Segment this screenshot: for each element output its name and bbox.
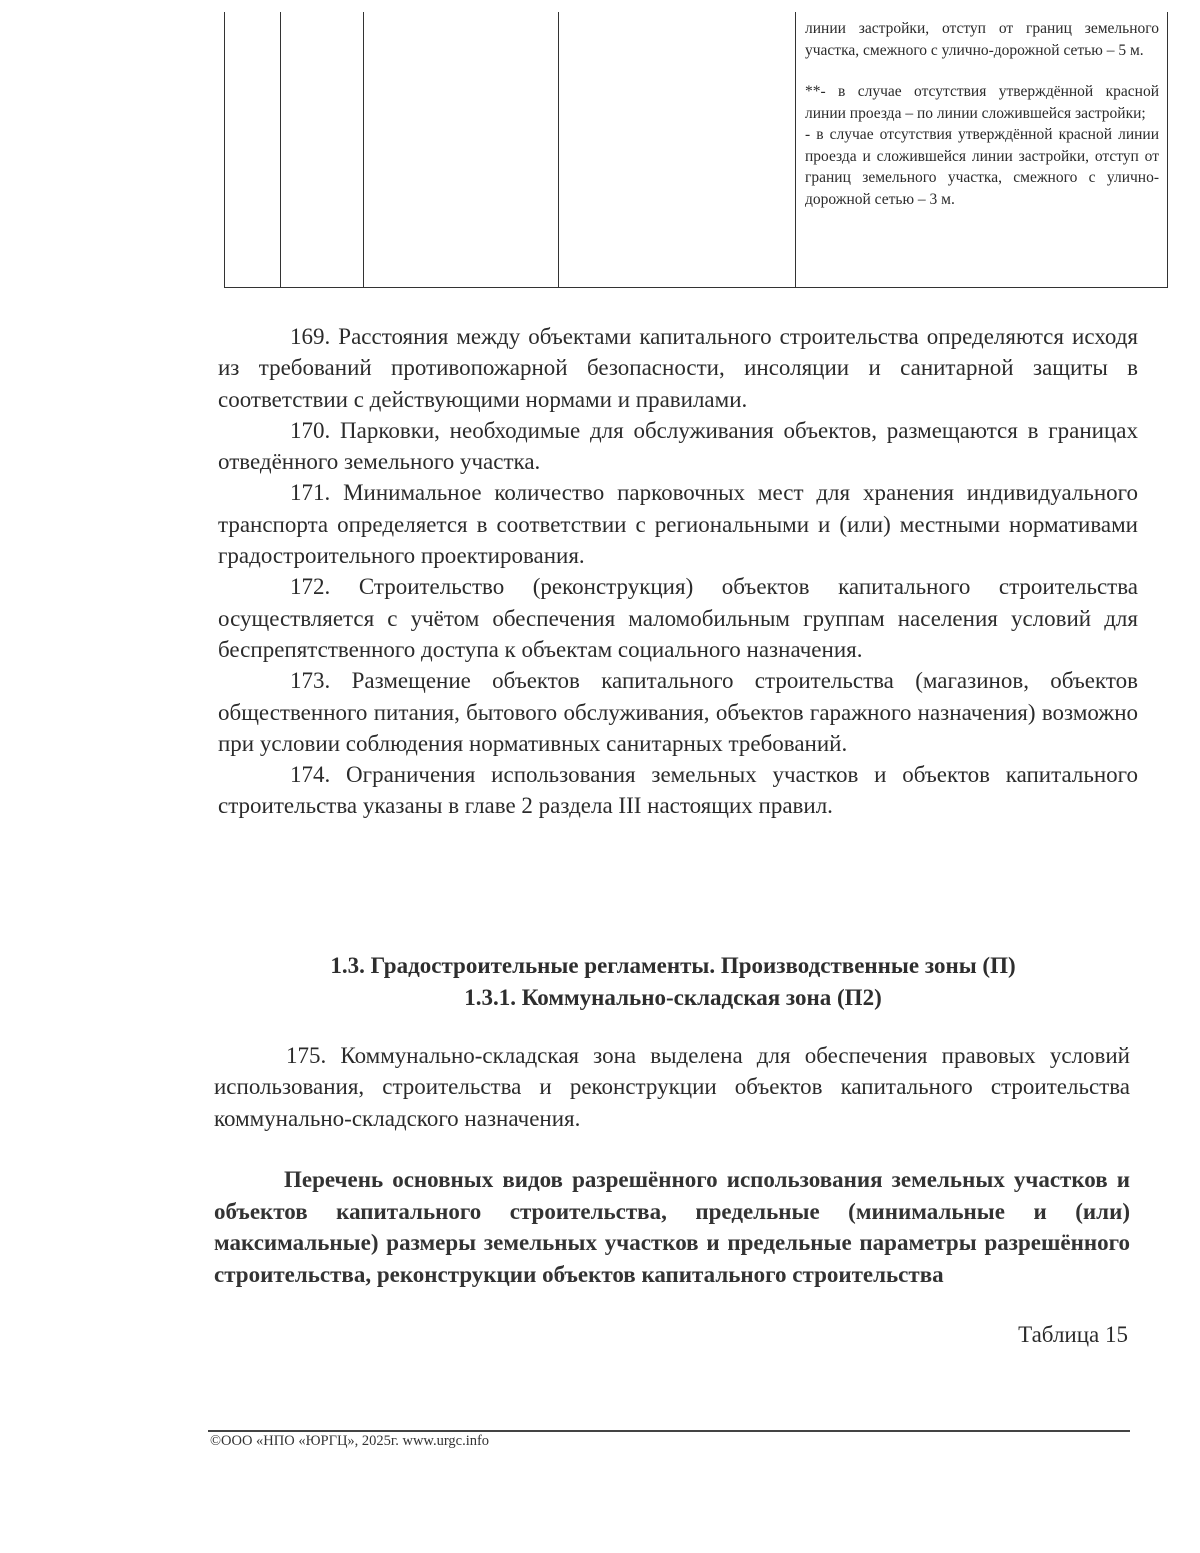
subsection-heading-line: 1.3.1. Коммунально-складская зона (П2) [464,985,882,1010]
paragraph-171: 171. Минимальное количество парковочных мест для хранения индивидуального транспорта определяется в соответствии с региональными и (или) местными нормативами градостроительного проектирования. [218,480,1138,569]
footer-divider [208,1430,1130,1432]
cell-paragraph: - в случае отсутствия утверждённой красной линии проезда и сложившейся линии застройки, отступ от границ земельного участка, смежного с улично-дорожной сетью – 3 м. [805,126,1159,208]
cell-paragraph: линии застройки, отступ от границ земельного участка, смежного с улично-дорожной сетью – 5 м. [805,20,1159,59]
table-column-divider [558,12,559,287]
table-fragment [224,12,1168,288]
paragraph-170: 170. Парковки, необходимые для обслуживания объектов, размещаются в границах отведённого земельного участка. [218,417,1138,475]
table-column-divider [363,12,364,287]
footer-copyright: ©ООО «НПО «ЮРГЦ», 2025г. www.urgc.info [210,1433,490,1449]
paragraph-169: 169. Расстояния между объектами капитального строительства определяются исходя из требований противопожарной безопасности, инсоляции и санитарной защиты в соответствии с действующими нормами и правилами. [218,324,1138,412]
paragraph-175-block [214,1040,1130,1134]
section-heading [218,950,1128,1014]
cell-paragraph: **- в случае отсутствия утверждённой красной линии проезда – по линии сложившейся застройки; [805,83,1159,122]
list-heading: Перечень основных видов разрешённого использования земельных участков и объектов капитального строительства, предельные (минимальные и (или) максимальные) размеры земельных участков и предельные параметры разрешённого строительства, реконструкции объектов капитального строительства [214,1167,1130,1287]
table-label: Таблица 15 [1018,1322,1128,1347]
section-heading-line: 1.3. Градостроительные регламенты. Производственные зоны (П) [330,953,1016,978]
rules-paragraphs [218,321,1138,822]
paragraph-175: 175. Коммунально-складская зона выделена для обеспечения правовых условий использования, строительства и реконструкции объектов капитального строительства коммунально-складского назначения. [214,1043,1130,1131]
table-column-divider [795,12,796,287]
paragraph-174: 174. Ограничения использования земельных участков и объектов капитального строительства указаны в главе 2 раздела III настоящих правил. [218,762,1138,819]
table-cell-text [805,18,1159,210]
paragraph-172: 172. Строительство (реконструкция) объектов капитального строительства осуществляется с учётом обеспечения маломобильным группам населения условий для беспрепятственного доступа к объектам социального назначения. [218,574,1138,662]
paragraph-173: 173. Размещение объектов капитального строительства (магазинов, объектов общественного питания, бытового обслуживания, объектов гаражного назначения) возможно при условии соблюдения нормативных санитарных требований. [218,668,1138,756]
table-column-divider [280,12,281,287]
